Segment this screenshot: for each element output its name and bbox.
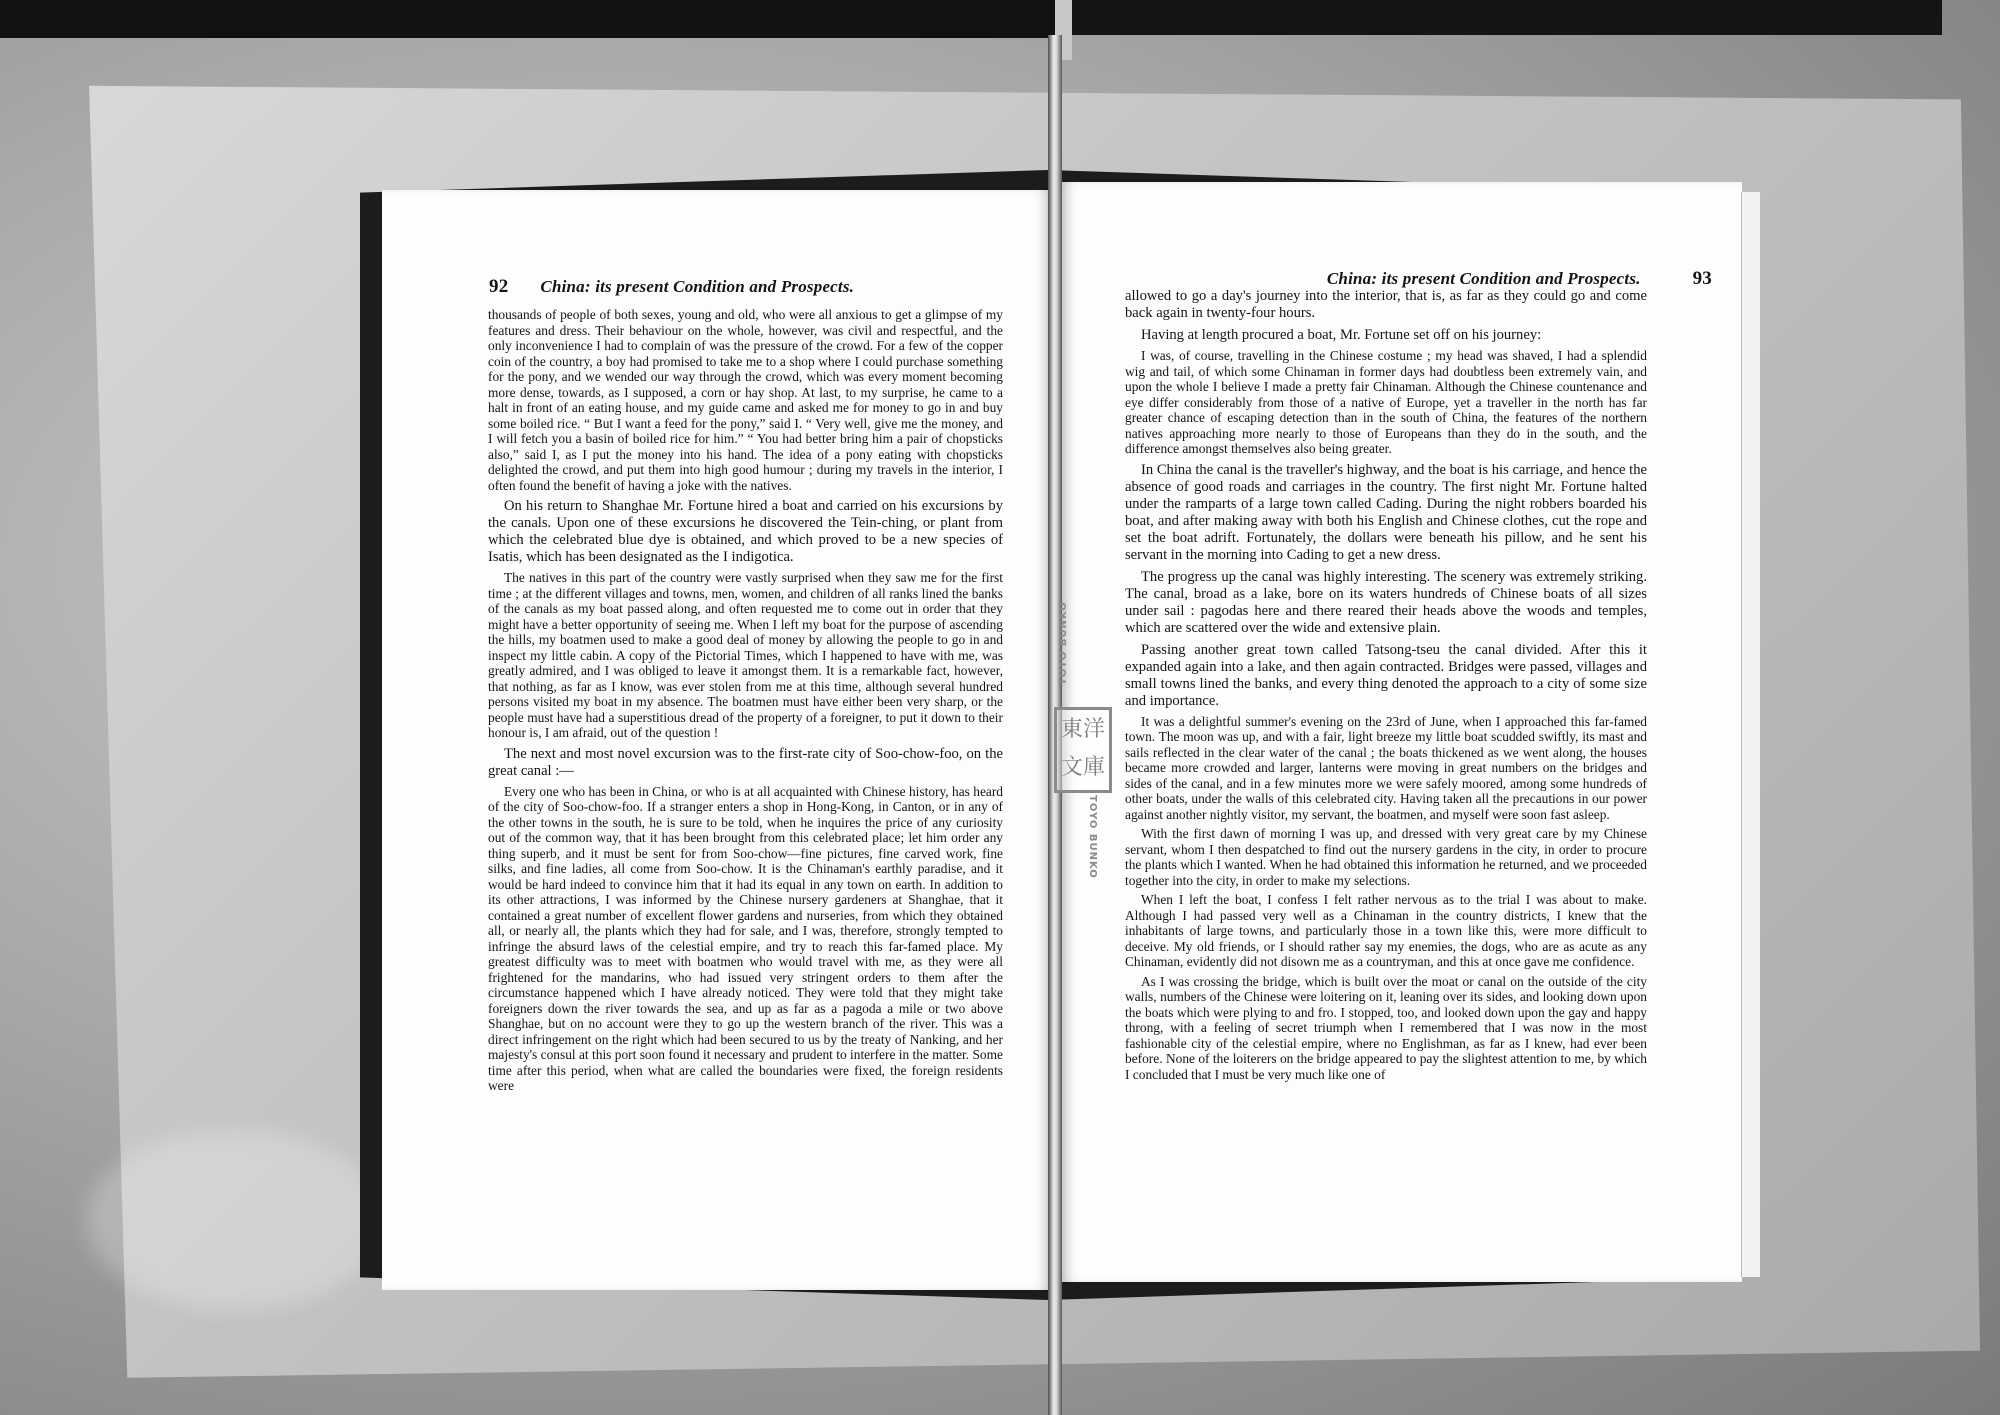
stamp-char: 文 bbox=[1061, 755, 1084, 780]
stamp-char: 東 bbox=[1061, 717, 1084, 742]
scan-top-border-left bbox=[0, 0, 1055, 38]
right-running-title: China: its present Condition and Prospects. bbox=[1326, 269, 1641, 288]
right-page-body bbox=[1125, 283, 1647, 1082]
paragraph: Having at length procured a boat, Mr. Fortune set off on his journey: bbox=[1141, 327, 1542, 343]
paragraph: thousands of people of both sexes, young and old, who were all anxious to get a glimpse of my features and dress. Their behaviour on the whole, however, was civil and respectful, and the only inconvenience I had to complain of was the pressure of the crowd. For a few of the copper coin of the country, a boy had promised to take me to a shop where I could purchase something for the pony, and we wended our way through the crowd, which was every moment becoming more dense, towards, as I supposed, a corn or hay shop. At last, to my surprise, he came to a halt in front of an eating house, and my guide came and asked me for money to go in and buy some boiled rice. “ But I want a feed for the pony,” said I. “ Very well, give me the money, and I will fetch you a basin of boiled rice for him.” “ You had better bring him a pair of chopsticks also,” said I, as I put the money into his hand. The idea of a pony eating with chopsticks delighted the crowd, and put them into high good humour ; during my travels in the interior, I often found the benefit of having a joke with the natives. bbox=[488, 307, 1003, 493]
left-running-head bbox=[489, 276, 1009, 302]
paragraph: It was a delightful summer's evening on the 23rd of June, when I approached this far-famed town. The moon was up, and with a fair, light breeze my little boat scudded swiftly, its mast and sails reflected in the clear water of the canal ; the boats thickened as we went along, the houses became more crowded and larger, lanterns were moving in great numbers on the bridges and sides of the canal, and in a few minutes more we were safely moored, among some hundreds of other boats, under the walls of this celebrated city. Having taken all the precautions in our power against another nightly visitor, my servant, the boatmen, and myself were soon fast asleep. bbox=[1125, 713, 1647, 822]
paragraph: I was, of course, travelling in the Chinese costume ; my head was shaved, I had a splendid wig and tail, of which some Chinaman in former days had doubtless been extremely vain, and upon the whole I believe I made a pretty fair Chinaman. Although the Chinese countenance and eye differ considerably from those of a native of Europe, yet a traveller in the north has far greater chance of escaping detection than in the south of China, the features of the northern natives approaching more nearly to those of Europeans than they do in the south, and the difference amongst themselves also being greater. bbox=[1125, 348, 1647, 456]
paragraph: Passing another great town called Tatsong-tseu the canal divided. After this it expanded again into a lake, and then again contracted. Bridges were passed, villages and small towns lined the banks, and every thing denoted the approach to a city of some size and importance. bbox=[1125, 641, 1647, 709]
scan-top-border-right bbox=[1072, 0, 1942, 35]
paragraph: In China the canal is the traveller's highway, and the boat is his carriage, and hence the absence of good roads and carriages in the country. The first night Mr. Fortune halted under the ramparts of a large town called Cading. During the night robbers boarded his boat, and after making away with both his English and Chinese clothes, cut the rope and set the boat adrift. Fortunately, the dollars were beneath his pillow, and he sent his servant in the morning into Cading to get a new dress. bbox=[1125, 461, 1647, 563]
left-page-body bbox=[488, 307, 1003, 1094]
page-fore-edge bbox=[1741, 192, 1760, 1277]
paragraph: The next and most novel excursion was to the first-rate city of Soo-chow-foo, on the great canal :— bbox=[488, 745, 1003, 779]
paragraph: On his return to Shanghae Mr. Fortune hired a boat and carried on his excursions by the canals. Upon one of these excursions he discovered the Tein-ching, or plant from which the celebrated blue dye is obtained, and which proved to be a new species of Isatis, which has been designated as the I indigotica. bbox=[488, 498, 1003, 565]
right-page bbox=[1062, 182, 1742, 1282]
stamp-label-bottom: TOYO BUNKO bbox=[1087, 795, 1098, 879]
paragraph: With the first dawn of morning I was up, and dressed with very great care by my Chinese servant, whom I then despatched to find out the nursery gardens in the city, in order to procure the plants which I wanted. When he had obtained this information he returned, and we proceeded together into the city, in order to make my selections. bbox=[1125, 826, 1647, 888]
paragraph: The natives in this part of the country were vastly surprised when they saw me for the first time ; at the different villages and towns, men, women, and children of all ranks lined the banks of the canals as my boat passed along, and often requested me to come out in order that they might have a better opportunity of seeing me. When I left my boat for the purpose of ascending the hills, my boatmen used to make a good deal of money by allowing the people to go in and inspect my little cabin. A copy of the Pictorial Times, which I happened to have with me, was greatly admired, and I was obliged to leave it amongst them. It is a remarkable fact, however, that nothing, as far as I know, was ever stolen from me at this time, although several hundred persons visited my boat in my absence. The boatmen must have either been very sharp, or the people must have had a superstitious dread of the property of a foreigner, to put it down to their honour is, I am afraid, out of the question ! bbox=[488, 570, 1003, 740]
left-page-number: 92 bbox=[489, 276, 509, 297]
left-running-title: China: its present Condition and Prospects. bbox=[540, 277, 855, 296]
stamp-char: 庫 bbox=[1083, 755, 1106, 780]
right-page-number: 93 bbox=[1692, 268, 1712, 289]
stamp-char: 洋 bbox=[1083, 717, 1106, 742]
paragraph: allowed to go a day's journey into the interior, that is, as far as they could go and come back again in twenty-four hours. bbox=[1125, 288, 1647, 321]
left-page bbox=[382, 190, 1050, 1290]
paragraph: As I was crossing the bridge, which is built over the moat or canal on the outside of the city walls, numbers of the Chinese were loitering on it, leaning over its sides, and looking down upon the boats which were plying to and fro. I stopped, too, and looked down upon the gay and happy throng, with a feeling of secret triumph when I remembered that I was now in the most fashionable city of the celestial empire, where no Englishman, as far as I knew, had ever been before. None of the loiterers on the bridge appeared to pay the slightest attention to me, by which I concluded that I must be very much like one of bbox=[1125, 973, 1647, 1082]
stamp-label-top: TOYO BUNKO bbox=[1058, 601, 1069, 685]
board-glare bbox=[86, 1130, 386, 1310]
stamp-seal bbox=[1054, 707, 1112, 793]
paragraph: When I left the boat, I confess I felt rather nervous as to the trial I was about to make. Although I had passed very well as a Chinaman in the country districts, I knew that the inhabitants of large towns, and particularly those in a town like this, were more difficult to deceive. My old friends, or I should rather say my enemies, the dogs, who are as acute as any Chinaman, evidently did not disown me as a countryman, and this at once gave me confidence. bbox=[1125, 892, 1647, 969]
paragraph: The progress up the canal was highly interesting. The scenery was extremely striking. The canal, broad as a lake, bore on its waters hundreds of Chinese boats of all sizes under sail : pagodas here and there reared their heads above the woods and temples, which are scattered over the wide and extensive plain. bbox=[1125, 568, 1647, 636]
library-stamp bbox=[1050, 601, 1112, 879]
paragraph: Every one who has been in China, or who is at all acquainted with Chinese history, has heard of the city of Soo-chow-foo. If a stranger enters a shop in Hong-Kong, in Canton, or in any of the other towns in the south, he is sure to be told, when he inquires the price of any curiosity out of the common way, that it has been brought from this celebrated place; let him order any thing superb, and it must be sent for from Soo-chow—fine pictures, fine carved work, fine silks, and fine ladies, all come from Soo-chow. It is the Chinaman's earthly paradise, and it would be hard indeed to convince him that it had its equal in any town on earth. In addition to its other attractions, I was informed by the Chinese nursery gardeners at Shanghae, that it contained a great number of excellent flower gardens and nurseries, from which they obtained all, or nearly all, the plants which they had for sale, and I was, therefore, strongly tempted to infringe the absurd laws of the celestial empire, and try to reach this far-famed place. My greatest difficulty was to meet with boatmen who would travel with me, as they were all frightened for the mandarins, who had issued very stringent orders to them after the circumstance happened which I have already noticed. They were told that they might take foreigners down the river towards the sea, and up as far as a pagoda a mile or two above Shanghae, but on no account were they to go up the western branch of the river. This was a direct infringement on the right which had been secured to us by the treaty of Nanking, and her majesty's consul at this port soon found it necessary and prudent to interfere in the matter. Some time after this period, when what are called the boundaries were fixed, the foreign residents were bbox=[488, 783, 1003, 1093]
